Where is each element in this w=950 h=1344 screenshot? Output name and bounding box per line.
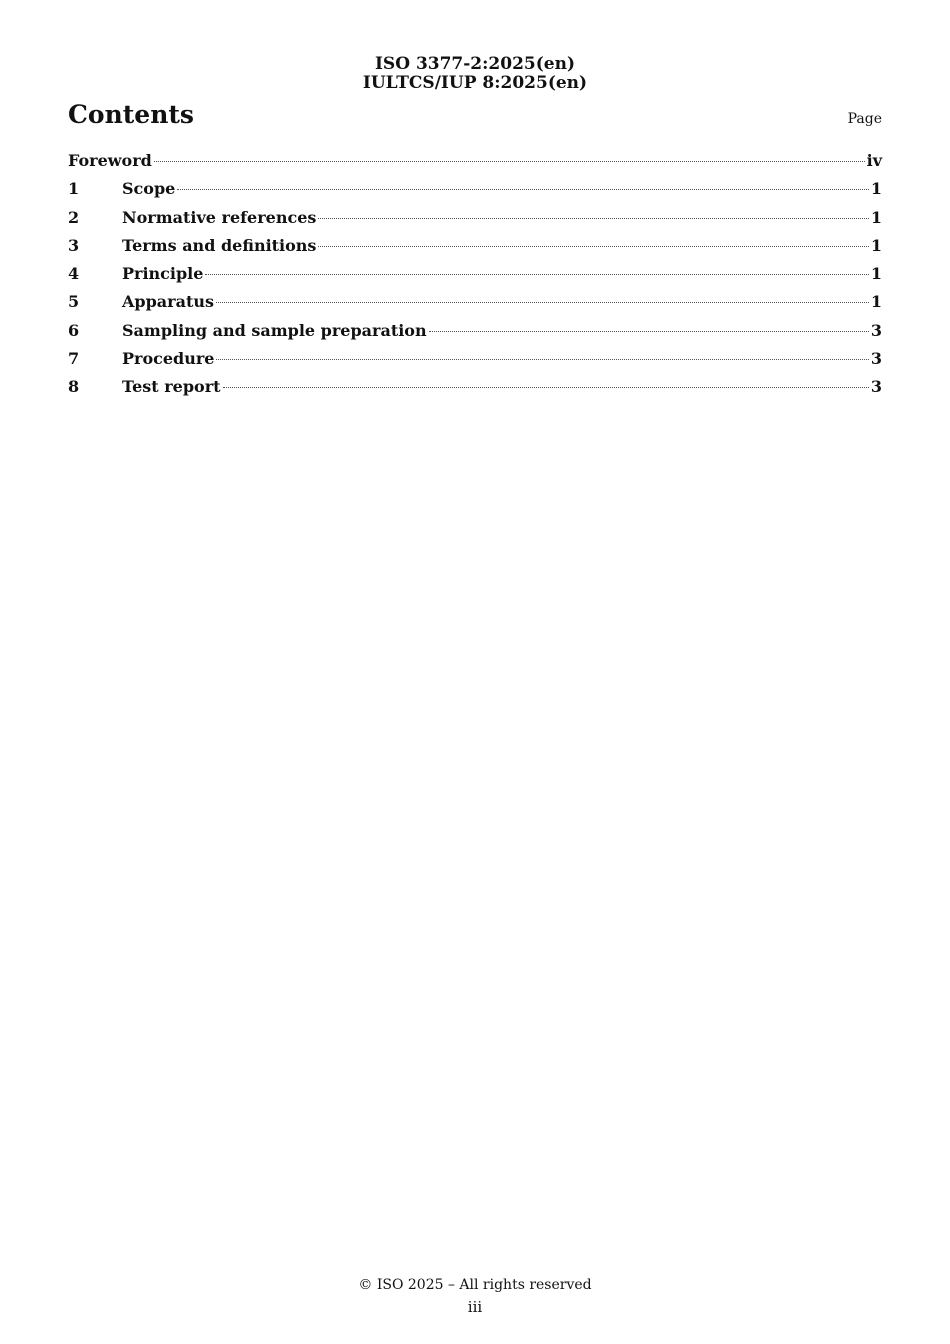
toc-leader-dots bbox=[429, 331, 869, 332]
page-number: iii bbox=[467, 1298, 483, 1316]
toc-entry-scope[interactable] bbox=[68, 179, 882, 207]
toc-entry-page: 3 bbox=[870, 377, 882, 397]
document-header bbox=[0, 55, 950, 93]
toc-entry-title: Foreword bbox=[68, 151, 152, 170]
copyright-notice: © ISO 2025 – All rights reserved bbox=[358, 1277, 592, 1293]
toc-entry-title: Scope bbox=[122, 179, 176, 199]
table-of-contents bbox=[68, 151, 882, 406]
toc-leader-dots bbox=[223, 387, 869, 388]
toc-entry-title: Sampling and sample preparation bbox=[122, 320, 427, 340]
toc-entry-page: iv bbox=[866, 151, 882, 170]
toc-entry-principle[interactable] bbox=[68, 264, 882, 292]
page-column-label: Page bbox=[847, 111, 882, 127]
toc-entry-title: Principle bbox=[122, 264, 204, 284]
toc-leader-dots bbox=[205, 274, 868, 275]
toc-leader-dots bbox=[318, 218, 868, 219]
toc-leader-dots bbox=[177, 189, 869, 190]
toc-leader-dots bbox=[216, 359, 868, 360]
toc-entry-number: 4 bbox=[68, 264, 80, 284]
document-id-iso: ISO 3377-2:2025(en) bbox=[374, 54, 575, 74]
toc-entry-test-report[interactable] bbox=[68, 377, 882, 405]
toc-entry-number: 6 bbox=[68, 320, 80, 340]
toc-entry-page: 1 bbox=[870, 207, 882, 227]
toc-entry-number: 3 bbox=[68, 235, 80, 255]
toc-entry-page: 1 bbox=[870, 179, 882, 199]
toc-entry-sampling-and-sample-preparation[interactable] bbox=[68, 321, 882, 349]
toc-leader-dots bbox=[318, 246, 868, 247]
document-id-iultcs: IULTCS/IUP 8:2025(en) bbox=[362, 73, 588, 93]
toc-entry-title: Terms and definitions bbox=[122, 235, 317, 255]
toc-entry-normative-references[interactable] bbox=[68, 208, 882, 236]
toc-entry-number: 8 bbox=[68, 377, 80, 397]
toc-entry-page: 1 bbox=[870, 264, 882, 284]
toc-entry-number: 1 bbox=[68, 179, 80, 199]
toc-entry-number: 2 bbox=[68, 207, 80, 227]
toc-entry-procedure[interactable] bbox=[68, 349, 882, 377]
toc-entry-title: Apparatus bbox=[122, 292, 214, 312]
toc-entry-page: 3 bbox=[870, 320, 882, 340]
toc-leader-dots bbox=[216, 302, 869, 303]
toc-entry-page: 1 bbox=[870, 292, 882, 312]
toc-entry-page: 1 bbox=[870, 235, 882, 255]
toc-entry-foreword[interactable] bbox=[68, 151, 882, 179]
toc-entry-title: Test report bbox=[122, 377, 221, 397]
toc-entry-title: Normative references bbox=[122, 207, 317, 227]
toc-entry-apparatus[interactable] bbox=[68, 292, 882, 320]
contents-title: Contents bbox=[68, 100, 195, 129]
toc-leader-dots bbox=[154, 161, 865, 162]
toc-entry-page: 3 bbox=[870, 349, 882, 369]
toc-entry-title: Procedure bbox=[122, 349, 215, 369]
toc-entry-number: 7 bbox=[68, 349, 80, 369]
toc-entry-number: 5 bbox=[68, 292, 80, 312]
toc-entry-terms-and-definitions[interactable] bbox=[68, 236, 882, 264]
